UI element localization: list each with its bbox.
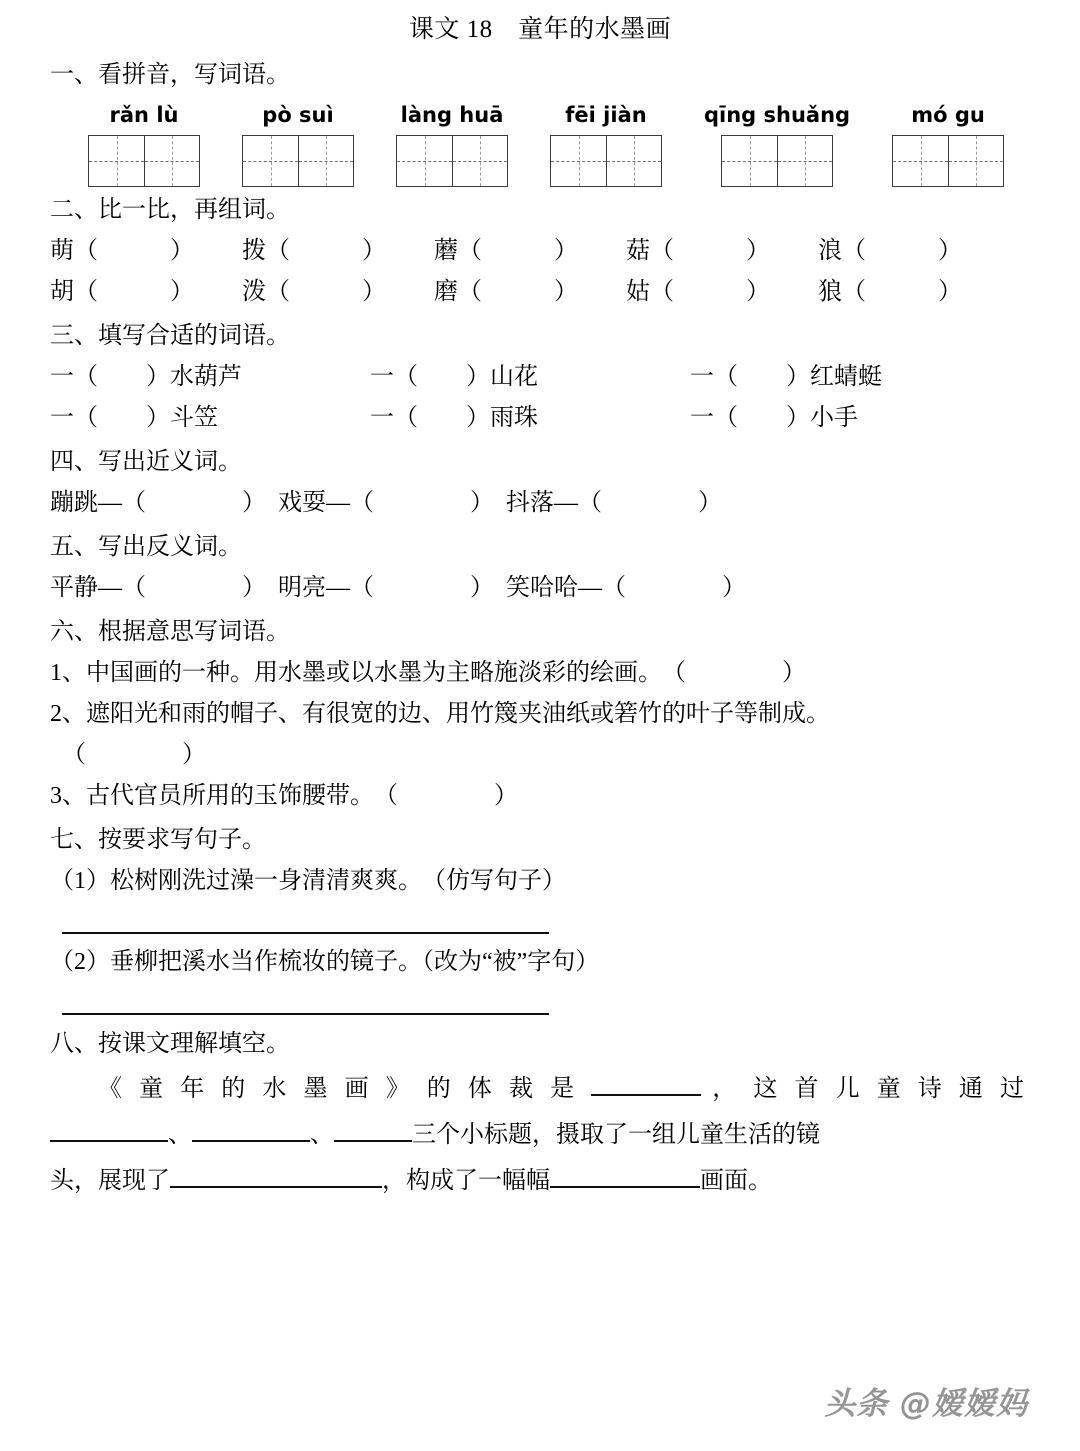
compare-word-item[interactable]: 萌（ ） <box>50 238 194 264</box>
measure-word-item[interactable]: 一（ ）山花 <box>370 364 538 390</box>
compare-word-item[interactable]: 磨（ ） <box>434 279 578 305</box>
exercise-3-heading: 三、填写合适的词语。 <box>50 323 290 349</box>
pinyin-label: mó gu <box>911 103 985 127</box>
cloze-text-3: 三个小标题，摄取了一组儿童生活的镜 <box>412 1122 820 1148</box>
compare-word-item[interactable]: 泼（ ） <box>242 279 386 305</box>
page-title: 课文 18 童年的水墨画 <box>408 16 672 43</box>
cloze-sep-1: 、 <box>168 1122 192 1148</box>
answer-line-1[interactable] <box>62 932 549 934</box>
tianzige-box[interactable] <box>396 135 508 187</box>
exercise-7-heading: 七、按要求写句子。 <box>50 827 266 853</box>
compare-words-row-1 <box>50 231 1030 272</box>
definition-item-1[interactable]: 1、中国画的一种。用水墨或以水墨为主略施淡彩的绘画。 （ ） <box>50 660 806 686</box>
sentence-question-2: （2）垂柳把溪水当作梳妆的镜子。（改为“被”字句） <box>50 949 600 975</box>
pinyin-item <box>892 102 1004 187</box>
tianzige-box[interactable] <box>721 135 833 187</box>
tianzige-cell[interactable] <box>452 136 507 186</box>
tianzige-cell[interactable] <box>144 136 199 186</box>
tianzige-box[interactable] <box>892 135 1004 187</box>
compare-word-item[interactable]: 姑（ ） <box>626 279 770 305</box>
exercise-8-heading: 八、按课文理解填空。 <box>50 1031 290 1057</box>
pinyin-label: pò suì <box>262 103 334 127</box>
pinyin-item <box>704 102 850 187</box>
cloze-blank-3[interactable] <box>192 1120 310 1142</box>
cloze-blank-5[interactable] <box>170 1166 382 1188</box>
cloze-sep-2: 、 <box>310 1122 334 1148</box>
cloze-paragraph-2 <box>50 1113 1030 1157</box>
pinyin-item <box>396 102 508 187</box>
compare-word-item[interactable]: 菇（ ） <box>626 238 770 264</box>
cloze-blank-2[interactable] <box>50 1120 168 1142</box>
cloze-paragraph-3 <box>50 1159 1030 1203</box>
measure-word-item[interactable]: 一（ ）斗笠 <box>50 405 218 431</box>
tianzige-cell[interactable] <box>89 136 144 186</box>
pinyin-item <box>88 102 200 187</box>
cloze-blank-4[interactable] <box>334 1120 412 1142</box>
exercise-6-heading: 六、根据意思写词语。 <box>50 619 290 645</box>
tianzige-cell[interactable] <box>606 136 661 186</box>
definition-item-3[interactable]: 3、古代官员所用的玉饰腰带。 （ ） <box>50 783 518 809</box>
tianzige-box[interactable] <box>88 135 200 187</box>
exercise-1-heading: 一、看拼音，写词语。 <box>50 62 290 88</box>
pinyin-label: rǎn lù <box>109 103 179 127</box>
cloze-text-1: 《童年的水墨画》的体裁是 <box>98 1076 592 1102</box>
exercise-5-heading: 五、写出反义词。 <box>50 534 242 560</box>
answer-line-2[interactable] <box>62 1013 549 1015</box>
tianzige-cell[interactable] <box>243 136 298 186</box>
tianzige-cell[interactable] <box>551 136 606 186</box>
tianzige-cell[interactable] <box>777 136 832 186</box>
watermark: 头条 @嫒嫒妈 <box>824 1386 1028 1422</box>
measure-words-row-2 <box>50 398 1030 439</box>
cloze-text-6: 画面。 <box>700 1168 772 1194</box>
measure-words-row-1 <box>50 357 1030 398</box>
sentence-question-1: （1）松树刚洗过澡一身清清爽爽。 （仿写句子） <box>50 868 566 894</box>
compare-word-item[interactable]: 狼（ ） <box>818 279 962 305</box>
compare-word-item[interactable]: 拨（ ） <box>242 238 386 264</box>
exercise-2-heading: 二、比一比，再组词。 <box>50 197 290 223</box>
compare-word-item[interactable]: 胡（ ） <box>50 279 194 305</box>
tianzige-cell[interactable] <box>397 136 452 186</box>
tianzige-cell[interactable] <box>298 136 353 186</box>
cloze-text-4: 头，展现了 <box>50 1168 170 1194</box>
synonym-answer-row[interactable]: 蹦跳—（ ） 戏耍—（ ） 抖落—（ ） <box>50 490 722 516</box>
measure-word-item[interactable]: 一（ ）雨珠 <box>370 405 538 431</box>
compare-word-item[interactable]: 蘑（ ） <box>434 238 578 264</box>
tianzige-box[interactable] <box>550 135 662 187</box>
tianzige-cell[interactable] <box>948 136 1003 186</box>
definition-item-2-answer[interactable]: （ ） <box>62 742 206 768</box>
pinyin-writing-row <box>50 102 1030 187</box>
tianzige-cell[interactable] <box>893 136 948 186</box>
cloze-paragraph <box>50 1067 1030 1111</box>
compare-word-item[interactable]: 浪（ ） <box>818 238 962 264</box>
pinyin-item <box>550 102 662 187</box>
measure-word-item[interactable]: 一（ ）小手 <box>690 405 858 431</box>
tianzige-box[interactable] <box>242 135 354 187</box>
antonym-answer-row[interactable]: 平静—（ ） 明亮—（ ） 笑哈哈—（ ） <box>50 575 746 601</box>
cloze-text-2: ，这首儿童诗通过 <box>701 1076 1031 1102</box>
compare-words-row-2 <box>50 272 1030 313</box>
measure-word-item[interactable]: 一（ ）红蜻蜓 <box>690 364 882 390</box>
measure-word-item[interactable]: 一（ ）水葫芦 <box>50 364 242 390</box>
cloze-blank-1[interactable] <box>591 1074 701 1096</box>
cloze-blank-6[interactable] <box>550 1166 700 1188</box>
cloze-text-5: ，构成了一幅幅 <box>382 1168 550 1194</box>
pinyin-item <box>242 102 354 187</box>
pinyin-label: fēi jiàn <box>565 103 647 127</box>
exercise-4-heading: 四、写出近义词。 <box>50 449 242 475</box>
definition-item-2: 2、遮阳光和雨的帽子、有很宽的边、用竹篾夹油纸或箬竹的叶子等制成。 <box>50 701 830 727</box>
tianzige-cell[interactable] <box>722 136 777 186</box>
pinyin-label: làng huā <box>400 103 504 127</box>
pinyin-label: qīng shuǎng <box>704 103 851 127</box>
